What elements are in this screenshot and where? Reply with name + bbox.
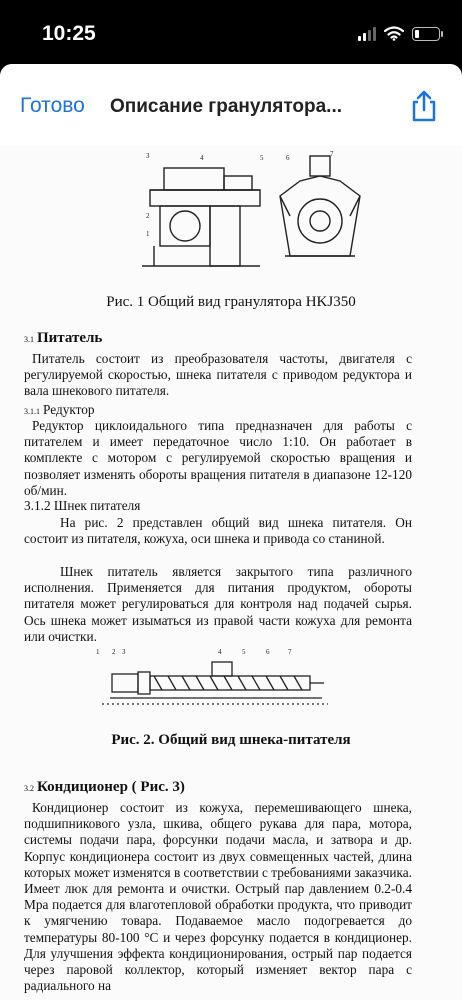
svg-text:7: 7 bbox=[330, 150, 334, 158]
section-title: Кондиционер ( Рис. 3) bbox=[37, 779, 185, 795]
section-number: 3.2 bbox=[24, 784, 34, 793]
svg-text:6: 6 bbox=[286, 154, 290, 162]
section-number: 3.1.1 bbox=[24, 407, 40, 416]
status-time: 10:25 bbox=[42, 22, 96, 45]
figure-2-caption: Рис. 2. Общий вид шнека-питателя bbox=[111, 732, 351, 748]
status-bar bbox=[0, 0, 462, 64]
svg-text:3: 3 bbox=[122, 648, 126, 656]
section-3-1-text: Питатель состоит из преобразователя частоты, двигателя с регулируемой скоростью, шнека питателя с приводом редуктора и вала шнекового питателя. bbox=[24, 351, 412, 399]
section-3-2-text: Кондиционер состоит из кожуха, перемешивающего шнека, подшипникового узла, шкива, общего рукава для пара, мотора, системы подачи пара, форсунки подачи масла, и затвора и др. Корпус кондиционера состоит из двух совмещенных частей, длина которых может изменятся в соответствии с требованиями заказчика. Имеет люк для ремонта и очистки. Острый пар давлением 0.2-0.4 Мра подается для влаготепловой обработки продукта, что приводит к умягчению товара. Подаваемое масло подогревается до температуры 80-100 °С и через форсунку подается в кондиционер. Для улучшения эффекта кондиционирования, острый пар подается через паровой коллектор, который изменяет вектор пара с радиального на bbox=[24, 800, 412, 994]
svg-text:2: 2 bbox=[146, 212, 150, 220]
section-title: Питатель bbox=[37, 330, 103, 346]
section-3-1-1-text: Редуктор циклоидального типа предназначен для работы с питателем и имеет передаточное число 1:10. Он работает в комплекте с мотором с регулируемой скоростью вращения и позволяет изменять обороты вращения питателя в диапазоне 12-120 об/мин. bbox=[24, 418, 412, 498]
section-3-2-heading bbox=[24, 778, 185, 796]
cellular-signal-icon bbox=[358, 27, 376, 41]
section-number: 3.1 bbox=[24, 335, 34, 344]
section-3-1-heading bbox=[24, 329, 102, 347]
svg-text:1: 1 bbox=[146, 230, 150, 238]
status-icons bbox=[358, 26, 440, 41]
document-page bbox=[0, 146, 462, 1000]
navigation-bar bbox=[0, 64, 462, 146]
figure-1-caption: Рис. 1 Общий вид гранулятора HKJ350 bbox=[106, 294, 356, 310]
svg-text:7: 7 bbox=[288, 648, 292, 656]
section-3-1-2-text-2: Шнек питатель является закрытого типа различного исполнения. Применяется для питания продуктом, обороты питателя может регулироваться для контроля над подачей сырья. Ось шнека может изыматься из правой части кожуха для ремонта или очистки. bbox=[24, 564, 412, 644]
document-title: Описание гранулятора... bbox=[110, 96, 343, 117]
wifi-icon bbox=[384, 26, 404, 41]
done-button[interactable]: Готово bbox=[20, 94, 85, 117]
svg-text:6: 6 bbox=[266, 648, 270, 656]
svg-text:2: 2 bbox=[112, 648, 116, 656]
screw-feeder-drawing bbox=[92, 644, 332, 712]
svg-text:4: 4 bbox=[218, 648, 222, 656]
svg-text:5: 5 bbox=[242, 648, 246, 656]
section-3-1-2-text-1: На рис. 2 представлен общий вид шнека питателя. Он состоит из питателя, кожуха, оси шнека и привода со станиной. bbox=[24, 515, 412, 547]
svg-text:5: 5 bbox=[260, 154, 264, 162]
svg-text:1: 1 bbox=[96, 648, 100, 656]
share-icon[interactable] bbox=[406, 88, 442, 124]
section-3-1-2-heading: 3.1.2 Шнек питателя bbox=[24, 498, 141, 513]
granulator-drawing bbox=[130, 146, 390, 286]
svg-text:3: 3 bbox=[146, 152, 150, 160]
svg-text:4: 4 bbox=[200, 154, 204, 162]
document-sheet bbox=[0, 64, 462, 1000]
battery-icon bbox=[412, 27, 440, 41]
section-title: Редуктор bbox=[43, 402, 95, 417]
section-3-1-1-heading bbox=[24, 402, 95, 418]
